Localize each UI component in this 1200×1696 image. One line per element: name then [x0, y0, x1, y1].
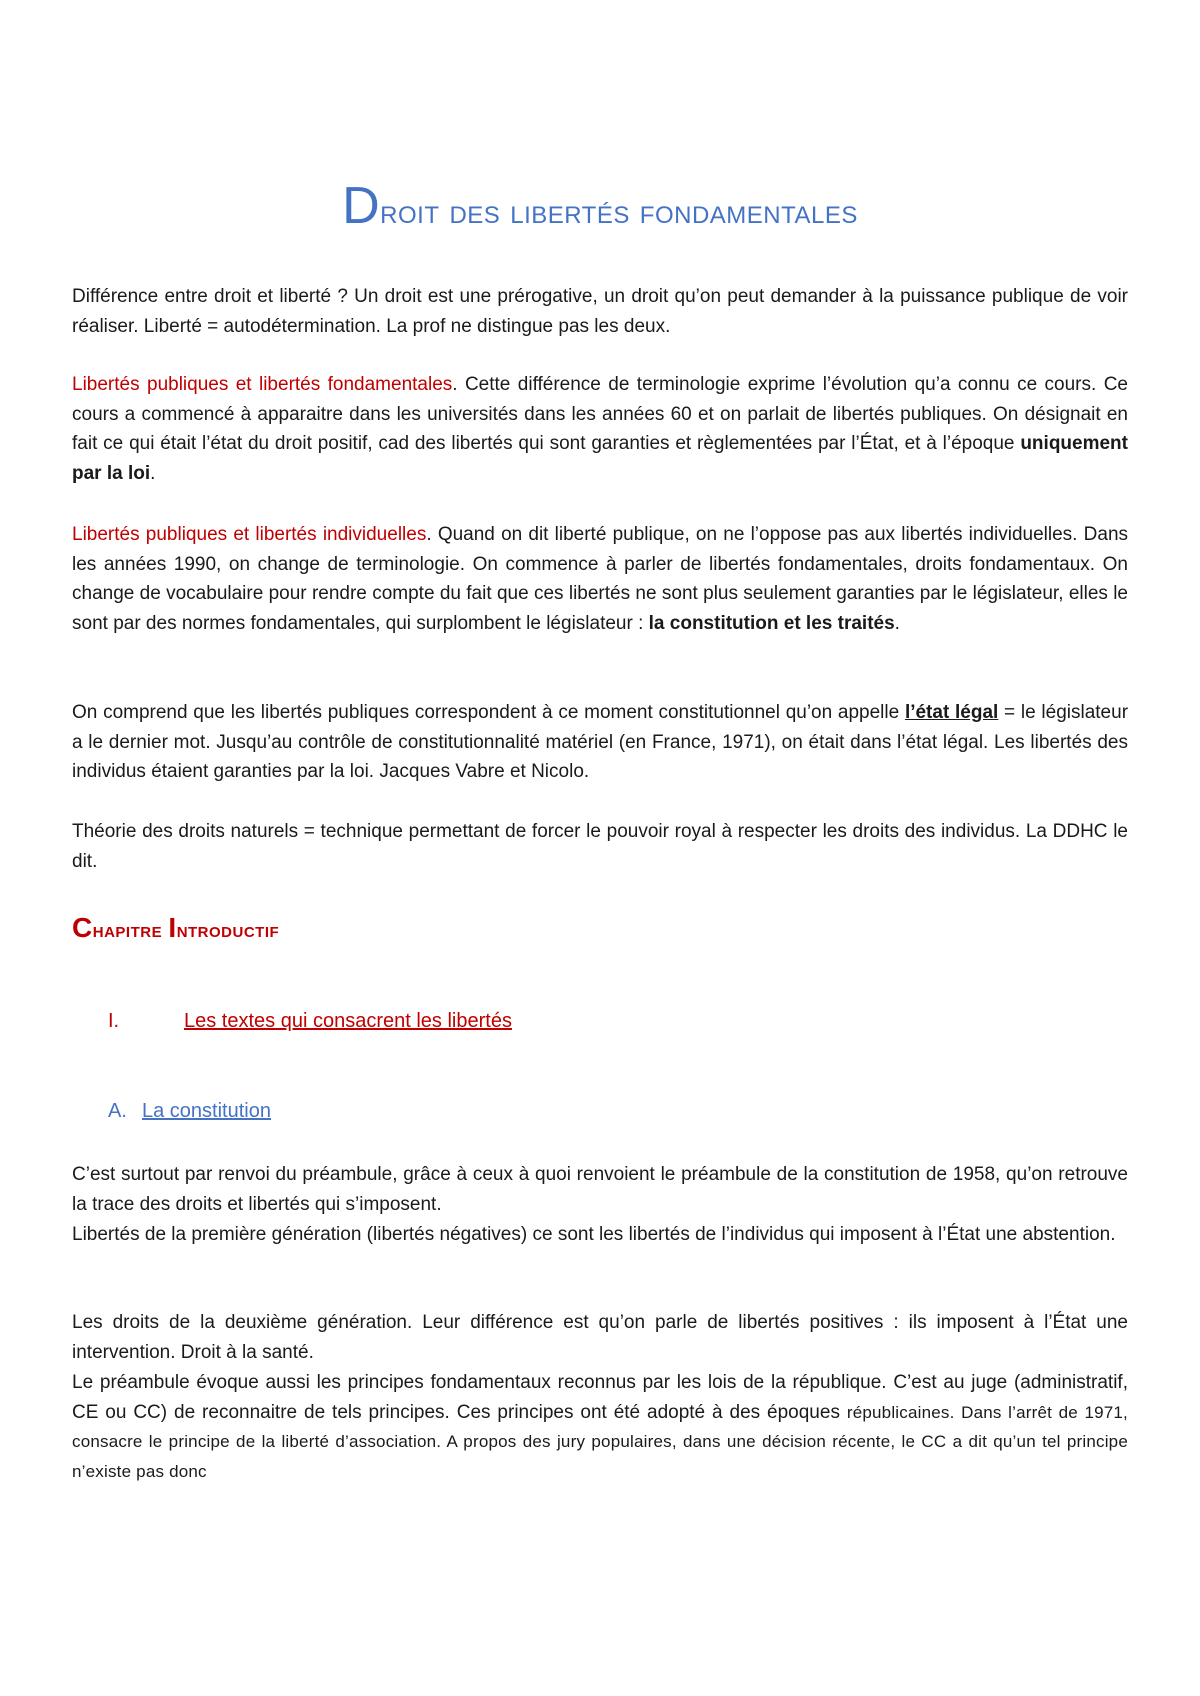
chapter-heading	[72, 912, 279, 944]
paragraph-droit-liberte	[72, 282, 1128, 341]
section-heading-i	[108, 1010, 512, 1033]
document-title	[72, 176, 1128, 242]
paragraph-end: .	[894, 612, 900, 634]
paragraph-etat-legal	[72, 698, 1128, 787]
title-rest: roit des libertés fondamentales	[380, 193, 858, 231]
paragraph-libertes-publiques-fondamentales	[72, 370, 1128, 488]
paragraph-libertes-individuelles	[72, 520, 1128, 638]
chapter-initial: C	[72, 912, 93, 943]
paragraph-deuxieme-generation	[72, 1308, 1128, 1367]
paragraph-text: Libertés de la première génération (libertés négatives) ce sont les libertés de l’individus qui imposent à l’État une abstention.	[72, 1224, 1116, 1245]
section-number: I.	[108, 1010, 120, 1032]
paragraph-text: Les droits de la deuxième génération. Leur différence est qu’on parle de libertés positives : ils imposent à l’État une intervention. Droit à la santé.	[72, 1312, 1128, 1363]
paragraph-preambule	[72, 1160, 1128, 1219]
subsection-title: La constitution	[142, 1100, 271, 1122]
paragraph-premiere-generation	[72, 1220, 1128, 1250]
subsection-heading-a	[108, 1100, 271, 1123]
paragraph-text: . Cette différence de terminologie exprime l’évolution qu’a connu ce cours. Ce cours a commencé à apparaitre dans les universités dans les années 60 et on parlait de libertés publiques. On désignait en fait ce qui était l’état du droit positif, cad des libertés qui sont garanties et règlementées par l’État, et à l’époque	[72, 374, 1128, 454]
title-initial: D	[342, 177, 381, 235]
emphasis-text: uniquement par la loi	[72, 433, 1128, 484]
paragraph-small-text: républicaines. Dans l’arrêt de 1971, consacre le principe de la liberté d’association. A propos des jury populaires, dans une décision récente, le CC a dit qu’un tel principe n’existe pas donc	[72, 1402, 1128, 1481]
subsection-number: A.	[108, 1100, 127, 1122]
paragraph-lead: Libertés publiques et libertés individuelles	[72, 524, 427, 545]
paragraph-lead: Libertés publiques et libertés fondamentales	[72, 374, 453, 395]
emphasis-text: la constitution et les traités	[648, 612, 895, 634]
paragraph-text: On comprend que les libertés publiques correspondent à ce moment constitutionnel qu’on appelle	[72, 702, 905, 723]
paragraph-text: Le préambule évoque aussi les principes fondamentaux reconnus par les lois de la république. C’est au juge (administratif, CE ou CC) de reconnaitre de tels principes. Ces principes ont été adopté à des époques	[72, 1372, 1128, 1423]
emphasis-text: l’état légal	[904, 702, 999, 723]
paragraph-text: Différence entre droit et liberté ? Un droit est une prérogative, un droit qu’on peut demander à la puissance publique de voir réaliser. Liberté = autodétermination. La prof ne distingue pas les deux.	[72, 286, 1128, 337]
paragraph-end: .	[150, 462, 156, 484]
chapter-text: ntroductif	[176, 919, 280, 942]
paragraph-end: = le législateur a le dernier mot. Jusqu’au contrôle de constitutionnalité matériel (en France, 1971), on était dans l’état légal. Les libertés des individus étaient garanties par la loi. Jacques Vabre et Nicolo.	[72, 702, 1129, 782]
paragraph-droits-naturels	[72, 817, 1128, 876]
paragraph-text: C’est surtout par renvoi du préambule, grâce à ceux à quoi renvoient le préambule de la constitution de 1958, qu’on retrouve la trace des droits et libertés qui s’imposent.	[72, 1164, 1128, 1215]
section-title: Les textes qui consacrent les libertés	[184, 1010, 512, 1032]
chapter-initial: I	[168, 912, 177, 943]
paragraph-text: Théorie des droits naturels = technique permettant de forcer le pouvoir royal à respecter les droits des individus. La DDHC le dit.	[72, 821, 1128, 872]
chapter-text: hapitre	[92, 919, 169, 942]
paragraph-text: . Quand on dit liberté publique, on ne l’oppose pas aux libertés individuelles. Dans les années 1990, on change de terminologie. On commence à parler de libertés fondamentales, droits fondamentaux. On change de vocabulaire pour rendre compte du fait que ces libertés ne sont plus seulement garanties par le législateur, elles le sont par des normes fondamentales, qui surplombent le législateur :	[72, 524, 1129, 634]
paragraph-principes-fondamentaux	[72, 1368, 1128, 1486]
